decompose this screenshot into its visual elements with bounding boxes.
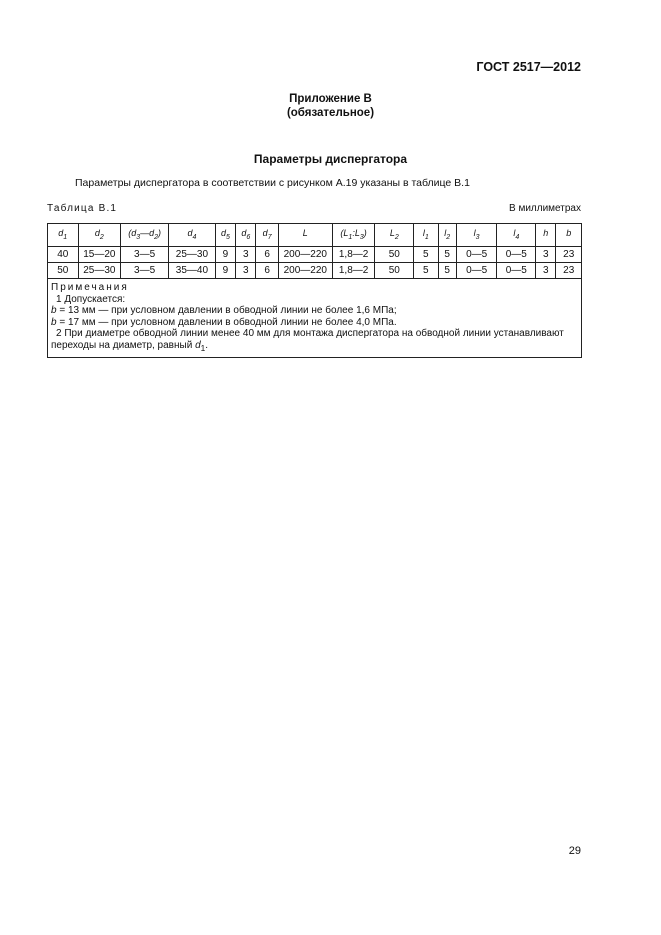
column-header: $l_2$: [438, 224, 456, 247]
note-1b: b = 17 мм — при условном давлении в обводной линии не более 4,0 МПа.: [51, 316, 397, 328]
table-header-row: [48, 224, 582, 247]
table-cell: 9: [215, 247, 235, 263]
column-header: $d_7$: [256, 224, 278, 247]
table-cell: 200—220: [278, 247, 332, 263]
column-header: $d_4$: [169, 224, 216, 247]
intro-paragraph: Параметры диспергатора в соответствии с рисунком А.19 указаны в таблице В.1: [75, 177, 470, 189]
table-cell: 3: [236, 247, 256, 263]
table-cell: 40: [48, 247, 79, 263]
table-cell: 0—5: [456, 247, 497, 263]
table-cell: 25—30: [169, 247, 216, 263]
column-header: $(L_1:L_3)$: [332, 224, 375, 247]
column-header: $d_2$: [78, 224, 121, 247]
table-cell: 3: [236, 263, 256, 279]
table-cell: 0—5: [456, 263, 497, 279]
table-cell: 9: [215, 263, 235, 279]
column-header: b: [556, 224, 582, 247]
table-cell: 3: [536, 247, 556, 263]
table-cell: 50: [375, 263, 414, 279]
table-notes: [48, 279, 582, 358]
table-cell: 50: [48, 263, 79, 279]
table-cell: 23: [556, 263, 582, 279]
column-header: $(d_3—d_2)$: [121, 224, 169, 247]
table-cell: 1,8—2: [332, 247, 375, 263]
table-units: В миллиметрах: [509, 203, 581, 214]
note-2: 2 При диаметре обводной линии менее 40 мм для монтажа диспергатора на обводной линии устанавливают переходы на диаметр, равный $d_1$.: [51, 328, 564, 353]
parameters-table: [47, 223, 582, 358]
table-cell: 5: [438, 263, 456, 279]
table-row: [48, 263, 582, 279]
table-cell: 6: [256, 247, 278, 263]
table-cell: 25—30: [78, 263, 121, 279]
table-cell: 3: [536, 263, 556, 279]
table-cell: 15—20: [78, 247, 121, 263]
table-cell: 0—5: [497, 247, 536, 263]
table-cell: 23: [556, 247, 582, 263]
table-cell: 50: [375, 247, 414, 263]
table-label: Таблица В.1: [47, 203, 118, 214]
standard-number: ГОСТ 2517—2012: [476, 60, 581, 74]
section-title: Параметры диспергатора: [253, 152, 408, 166]
table-cell: 3—5: [121, 263, 169, 279]
table-cell: 0—5: [497, 263, 536, 279]
table-cell: 6: [256, 263, 278, 279]
column-header: $d_6$: [236, 224, 256, 247]
table-cell: 5: [414, 247, 438, 263]
column-header: $d_5$: [215, 224, 235, 247]
column-header: $d_1$: [48, 224, 79, 247]
page-number: 29: [568, 845, 581, 857]
note-1: 1 Допускается:: [56, 293, 126, 305]
table-row: [48, 247, 582, 263]
notes-heading: Примечания: [51, 282, 129, 293]
table-cell: 1,8—2: [332, 263, 375, 279]
notes-row: [48, 279, 582, 358]
column-header: L: [278, 224, 332, 247]
note-1a: b = 13 мм — при условном давлении в обводной линии не более 1,6 МПа;: [51, 305, 397, 316]
appendix-title: Приложение В: [289, 93, 372, 105]
appendix-note: (обязательное): [286, 107, 375, 119]
table-cell: 5: [438, 247, 456, 263]
column-header: $L_2$: [375, 224, 414, 247]
column-header: $l_4$: [497, 224, 536, 247]
table-cell: 35—40: [169, 263, 216, 279]
column-header: $l_3$: [456, 224, 497, 247]
table-cell: 200—220: [278, 263, 332, 279]
column-header: h: [536, 224, 556, 247]
table-cell: 3—5: [121, 247, 169, 263]
column-header: $l_1$: [414, 224, 438, 247]
appendix-heading: [0, 92, 661, 120]
table-cell: 5: [414, 263, 438, 279]
